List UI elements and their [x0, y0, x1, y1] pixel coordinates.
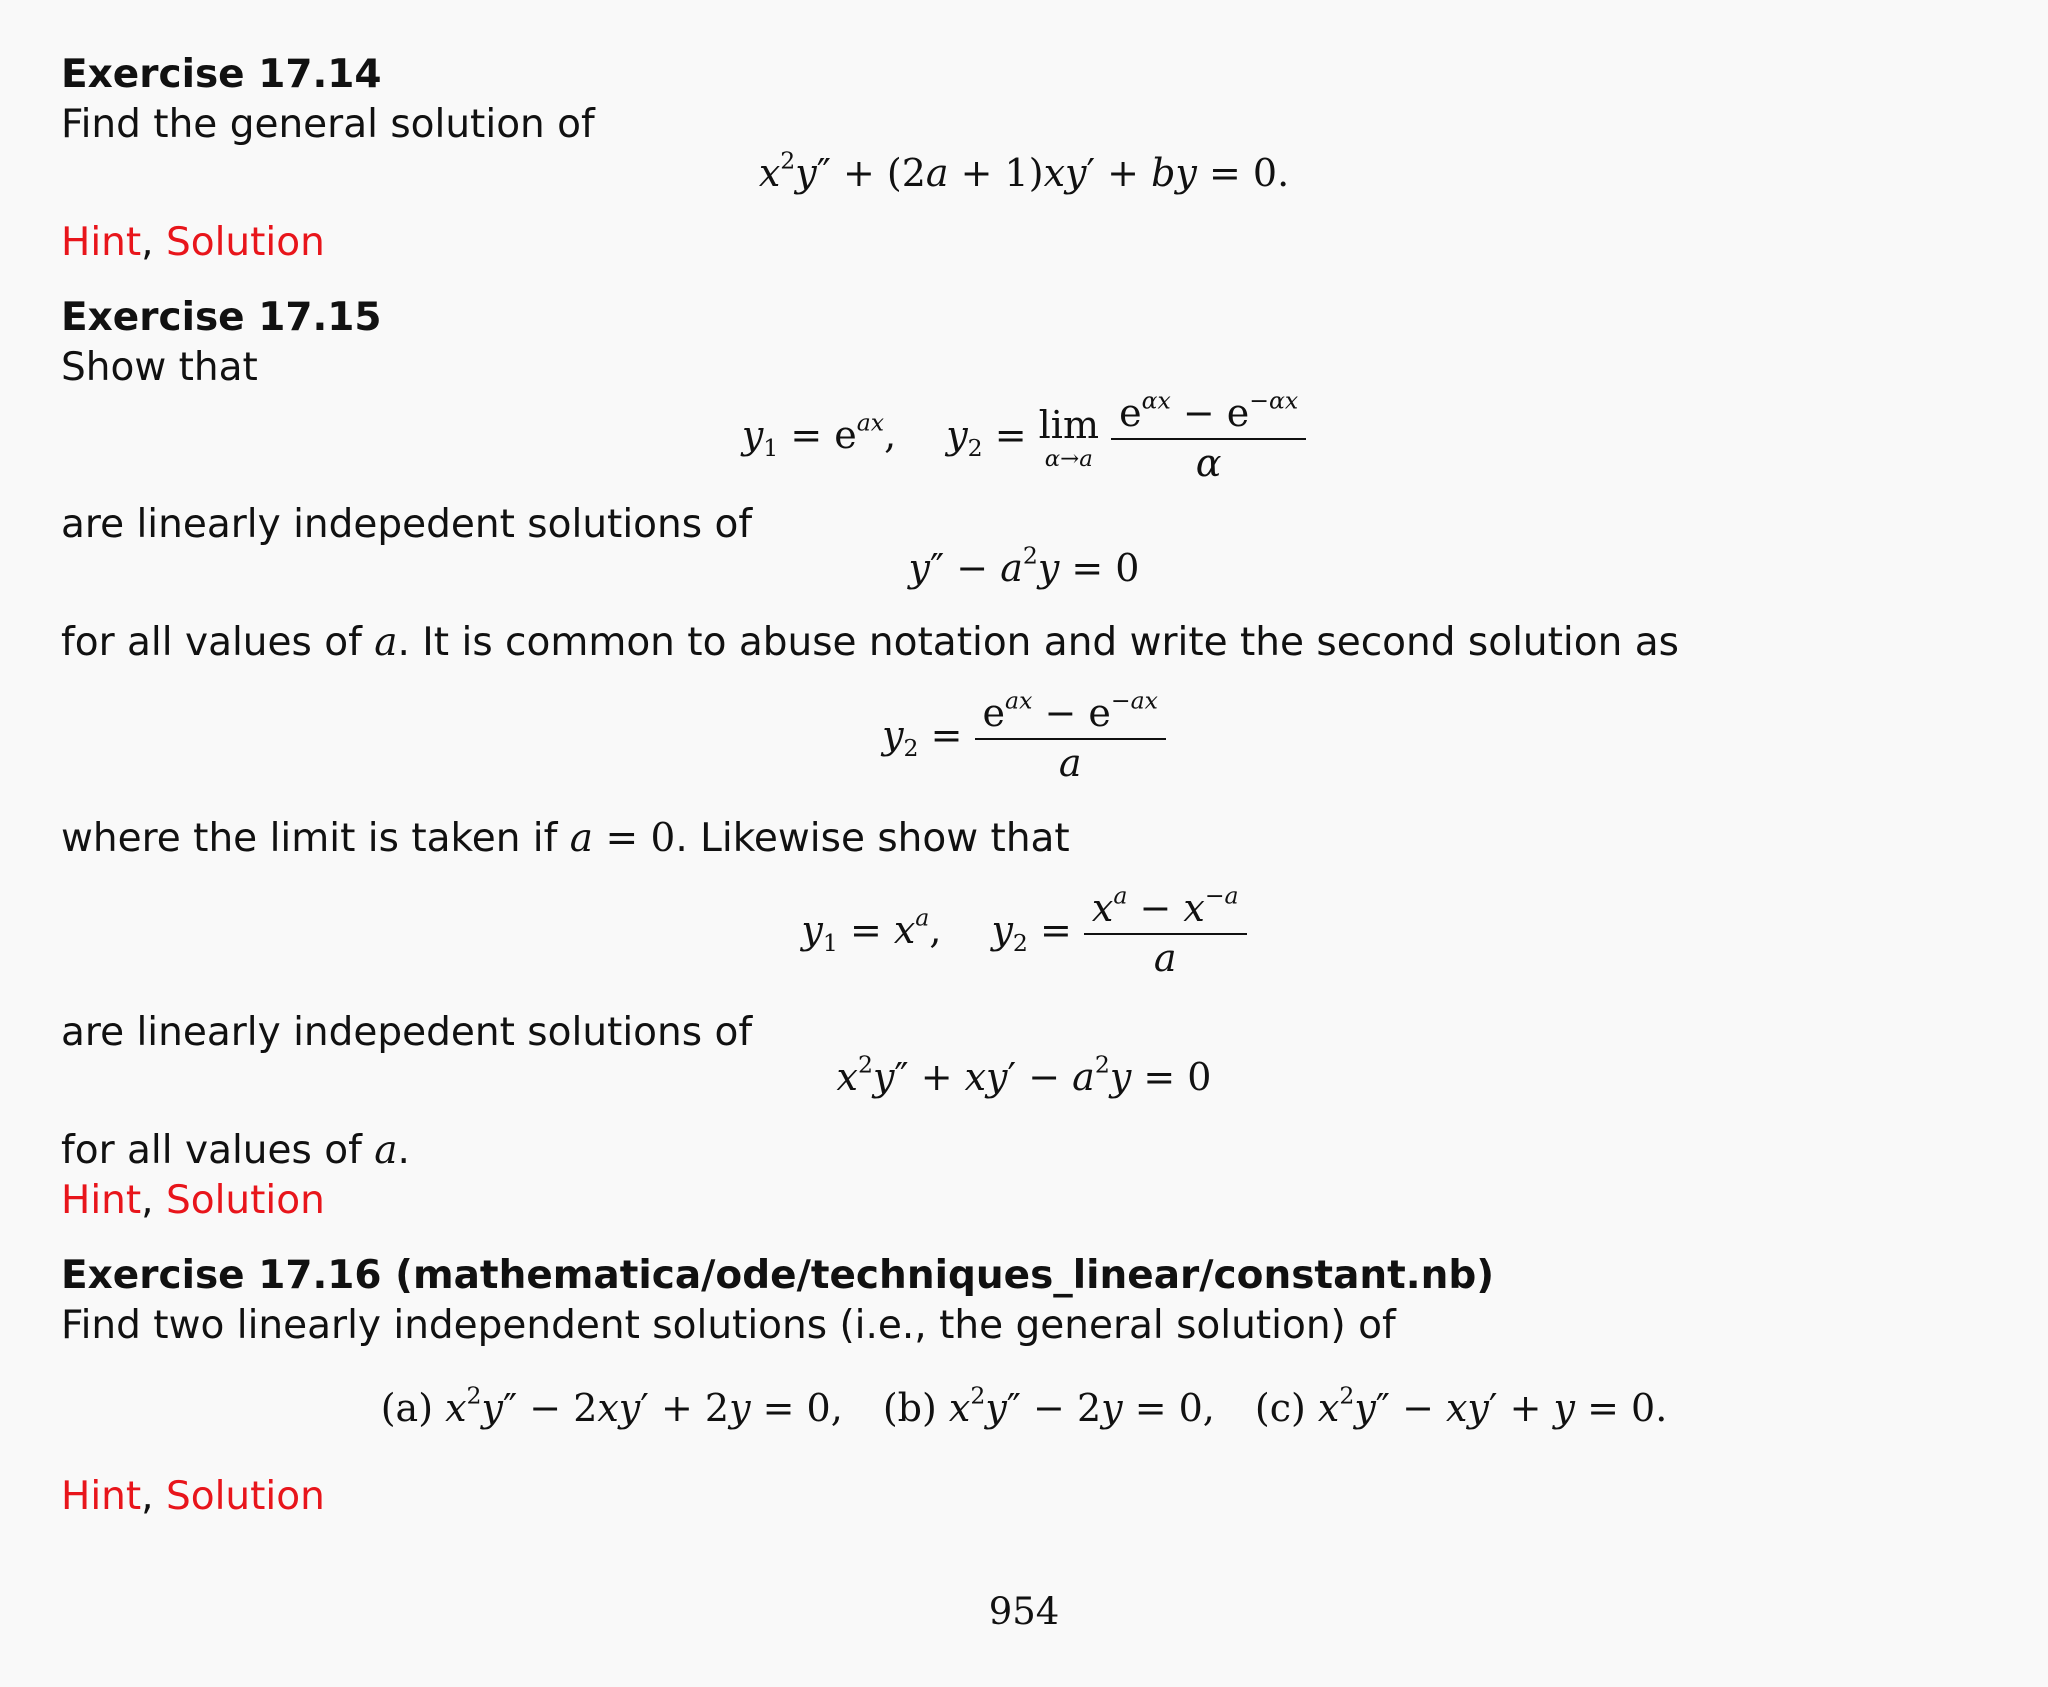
- exercise-text: are linearly indepedent solutions of: [61, 502, 753, 547]
- solution-link[interactable]: Solution: [165, 220, 325, 265]
- exercise-text: for all values of a. It is common to abuse notation and write the second solution as: [61, 620, 1679, 665]
- equation: $y_1 = x^a$, $y_2$ = $\frac{x^a - x^{-a}}{a}$: [0, 885, 2048, 982]
- exercise-heading: Exercise 17.15: [61, 295, 382, 340]
- hint-solution-links: Hint, Solution: [61, 1474, 325, 1519]
- equation: $x^2y'' + (2a + 1)xy'$ + by = 0.: [758, 146, 1290, 195]
- exercise-text: for all values of a.: [61, 1128, 410, 1173]
- hint-solution-links: Hint, Solution: [61, 1178, 325, 1223]
- exercise-text: Find the general solution of: [61, 102, 595, 147]
- equation: $y_2$ = $\frac{e^{ax} - e^{-ax}}{a}$: [0, 690, 2048, 787]
- solution-link[interactable]: Solution: [165, 1178, 325, 1223]
- equation: (a) $x^2y'' - 2xy' + 2y = 0$, (b) $x^2y'' - 2y = 0$, (c) $x^2y'' - xy' + y = 0$.: [380, 1381, 1668, 1430]
- exercise-text: where the limit is taken if a = 0. Likewise show that: [61, 816, 1070, 861]
- exercise-heading: Exercise 17.16 (mathematica/ode/techniques_linear/constant.nb): [61, 1253, 1495, 1298]
- equation: $y_1 = e^{ax}$, $y_2 = \lim$ α→a $\frac{e^{\alpha x} - e^{-\alpha x}}{\alpha}$: [0, 390, 2048, 487]
- exercise-text: Show that: [61, 345, 258, 390]
- solution-link[interactable]: Solution: [165, 1474, 325, 1519]
- hint-link[interactable]: Hint: [61, 220, 142, 265]
- exercise-heading: Exercise 17.14: [61, 52, 382, 97]
- equation: $y'' - a^2y = 0$: [908, 541, 1140, 590]
- hint-link[interactable]: Hint: [61, 1178, 142, 1223]
- hint-solution-links: Hint, Solution: [61, 220, 325, 265]
- page-number: 954: [988, 1590, 1060, 1633]
- hint-link[interactable]: Hint: [61, 1474, 142, 1519]
- exercise-text: are linearly indepedent solutions of: [61, 1010, 753, 1055]
- exercise-text: Find two linearly independent solutions (i.e., the general solution) of: [61, 1303, 1396, 1348]
- equation: $x^2y'' + xy' - a^2y = 0$: [836, 1050, 1212, 1099]
